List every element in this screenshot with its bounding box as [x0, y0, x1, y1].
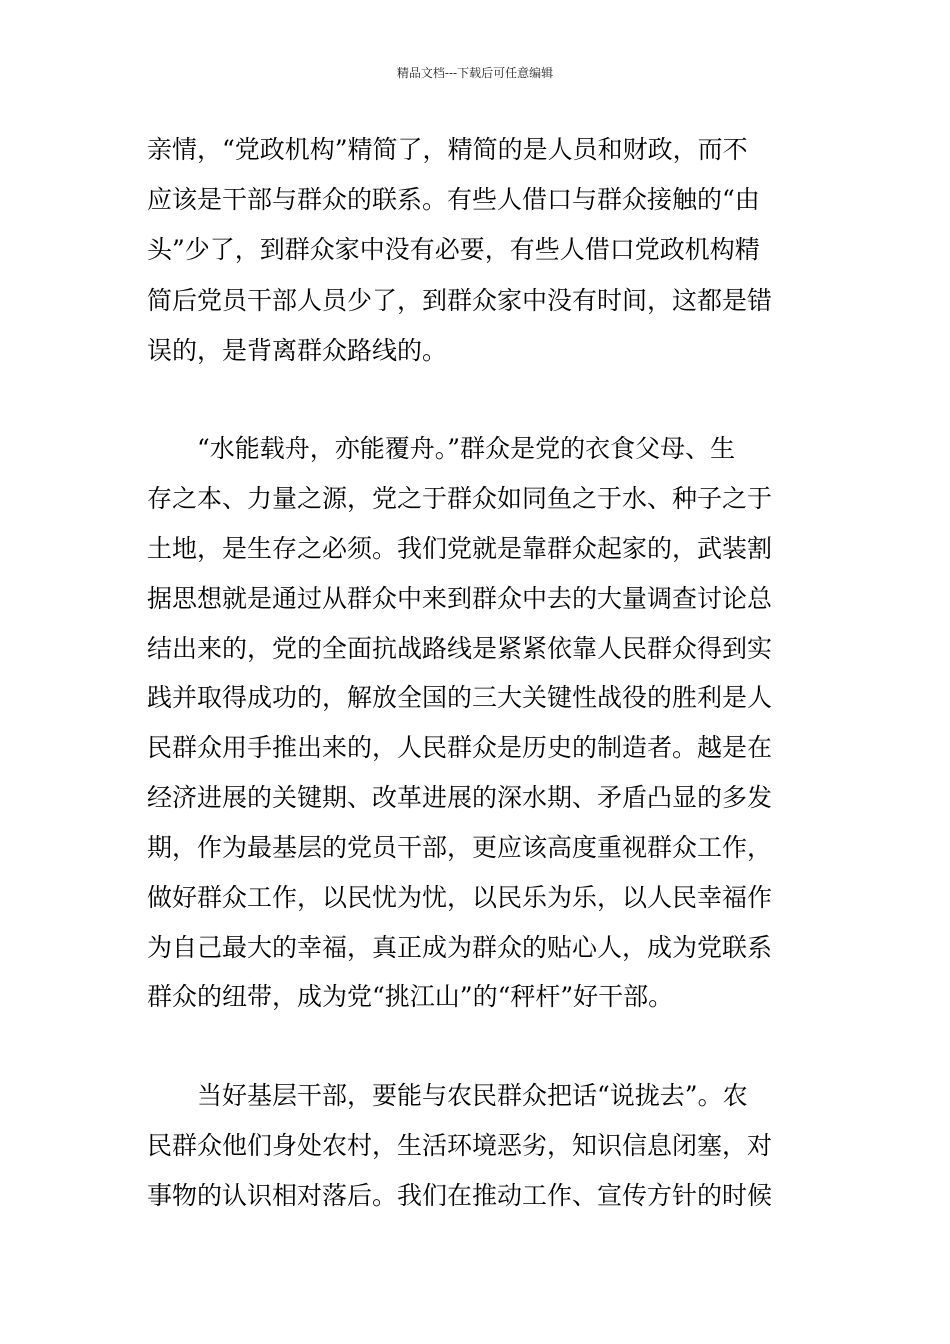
text-line: 亲情，“党政机构”精简了，精简的是人员和财政，而不 — [147, 135, 748, 164]
text-line: 民群众用手推出来的，人民群众是历史的制造者。越是在 — [147, 733, 773, 762]
text-line: “水能载舟，亦能覆舟。”群众是党的衣食父母、生 — [197, 434, 736, 463]
text-line: 结出来的，党的全面抗战路线是紧紧依靠人民群众得到实 — [147, 634, 773, 663]
text-line: 做好群众工作，以民忧为忧，以民乐为乐，以人民幸福作 — [147, 883, 773, 912]
text-line: 头”少了，到群众家中没有必要，有些人借口党政机构精 — [147, 235, 760, 264]
text-line: 土地，是生存之必须。我们党就是靠群众起家的，武装割 — [147, 534, 773, 563]
text-line: 践并取得成功的，解放全国的三大关键性战役的胜利是人 — [147, 683, 773, 712]
text-line: 经济进展的关键期、改革进展的深水期、矛盾凸显的多发 — [147, 783, 773, 812]
text-line: 群众的纽带，成为党“挑江山”的“秤杆”好干部。 — [147, 982, 674, 1011]
text-line: 民群众他们身处农村，生活环境恶劣，知识信息闭塞，对 — [147, 1131, 773, 1160]
text-line: 事物的认识相对落后。我们在推动工作、宣传方针的时候 — [147, 1181, 773, 1210]
text-line: 存之本、力量之源，党之于群众如同鱼之于水、种子之于 — [147, 484, 773, 513]
text-line: 应该是干部与群众的联系。有些人借口与群众接触的“由 — [147, 185, 760, 214]
text-line: 期，作为最基层的党员干部，更应该高度重视群众工作， — [147, 833, 773, 862]
text-line: 据思想就是通过从群众中来到群众中去的大量调查讨论总 — [147, 584, 773, 613]
text-line: 为自己最大的幸福，真正成为群众的贴心人，成为党联系 — [147, 933, 773, 962]
text-line: 误的，是背离群众路线的。 — [147, 336, 448, 365]
page-header: 精品文档---下载后可任意编辑 — [396, 66, 554, 80]
text-line: 当好基层干部，要能与农民群众把话“说拢去”。农 — [197, 1081, 748, 1110]
text-line: 简后党员干部人员少了，到群众家中没有时间，这都是错 — [147, 286, 773, 315]
